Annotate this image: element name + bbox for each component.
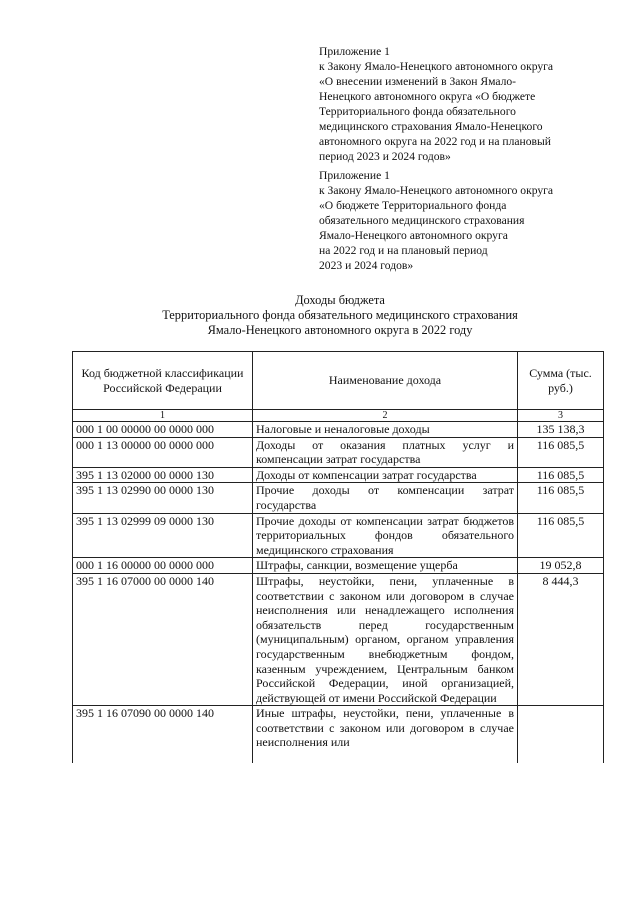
row-name: Штрафы, неустойки, пени, уплаченные в соответствии с законом или договором в случае неисполнения или ненадлежащего исполнения обязательств перед государственным (муниципальным) органом, органом управления государственным внебюджетным фондом, казенным учреждением, Центральным банком Российской Федерации, иной организацией, действующей от имени Российской Федерации bbox=[253, 573, 518, 705]
appendix-1-line: к Закону Ямало-Ненецкого автономного округа bbox=[319, 60, 554, 73]
row-name: Прочие доходы от компенсации затрат государства bbox=[253, 483, 518, 513]
row-code: 000 1 16 00000 00 0000 000 bbox=[73, 558, 253, 574]
row-name: Штрафы, санкции, возмещение ущерба bbox=[253, 558, 518, 574]
column-number-row bbox=[73, 410, 604, 422]
appendix-2-line: Ямало-Ненецкого автономного округа bbox=[319, 229, 508, 242]
row-code: 395 1 13 02999 09 0000 130 bbox=[73, 513, 253, 558]
row-name: Прочие доходы от компенсации затрат бюджетов территориальных фондов обязательного медицинского страхования bbox=[253, 513, 518, 558]
row-code: 395 1 16 07090 00 0000 140 bbox=[73, 706, 253, 764]
table-row bbox=[73, 558, 604, 574]
title-line-3: Ямало-Ненецкого автономного округа в 2022 году bbox=[207, 323, 473, 337]
appendix-1-line: Приложение 1 bbox=[319, 45, 390, 58]
table-header-row bbox=[73, 352, 604, 410]
row-code: 395 1 13 02000 00 0000 130 bbox=[73, 467, 253, 483]
row-amount bbox=[518, 706, 604, 764]
appendix-2-line: на 2022 год и на плановый период bbox=[319, 244, 488, 257]
appendix-1-header bbox=[319, 44, 599, 164]
appendix-2-line: обязательного медицинского страхования bbox=[319, 214, 525, 227]
appendix-1-line: автономного округа на 2022 год и на плановый bbox=[319, 135, 552, 148]
table-row bbox=[73, 573, 604, 705]
income-table bbox=[72, 351, 604, 763]
column-number: 1 bbox=[73, 410, 253, 422]
appendix-1-line: «О внесении изменений в Закон Ямало- bbox=[319, 75, 517, 88]
appendix-1-line: Ненецкого автономного округа «О бюджете bbox=[319, 90, 536, 103]
header-name: Наименование дохода bbox=[253, 352, 518, 410]
table-row bbox=[73, 483, 604, 513]
header-amount: Сумма (тыс. руб.) bbox=[518, 352, 604, 410]
row-name: Иные штрафы, неустойки, пени, уплаченные в соответствии с законом или договором в случае неисполнения или bbox=[253, 706, 518, 764]
row-name: Доходы от компенсации затрат государства bbox=[253, 467, 518, 483]
appendix-2-header bbox=[319, 168, 599, 273]
row-amount: 116 085,5 bbox=[518, 437, 604, 467]
row-code: 000 1 13 00000 00 0000 000 bbox=[73, 437, 253, 467]
table-row bbox=[73, 513, 604, 558]
row-name: Налоговые и неналоговые доходы bbox=[253, 422, 518, 438]
appendix-2-line: 2023 и 2024 годов» bbox=[319, 259, 414, 272]
appendix-1-line: Территориального фонда обязательного bbox=[319, 105, 516, 118]
row-amount: 135 138,3 bbox=[518, 422, 604, 438]
appendix-2-line: «О бюджете Территориального фонда bbox=[319, 199, 507, 212]
title-line-2: Территориального фонда обязательного медицинского страхования bbox=[162, 308, 518, 322]
row-amount: 116 085,5 bbox=[518, 467, 604, 483]
title-line-1: Доходы бюджета bbox=[295, 293, 385, 307]
table-row bbox=[73, 437, 604, 467]
appendix-2-line: к Закону Ямало-Ненецкого автономного округа bbox=[319, 184, 554, 197]
table-row bbox=[73, 422, 604, 438]
row-amount: 116 085,5 bbox=[518, 483, 604, 513]
appendix-1-line: медицинского страхования Ямало-Ненецкого bbox=[319, 120, 543, 133]
row-code: 395 1 13 02990 00 0000 130 bbox=[73, 483, 253, 513]
row-amount: 8 444,3 bbox=[518, 573, 604, 705]
appendix-1-line: период 2023 и 2024 годов» bbox=[319, 150, 451, 163]
column-number: 3 bbox=[518, 410, 604, 422]
header-code: Код бюджетной классификации Российской Федерации bbox=[73, 352, 253, 410]
document-title bbox=[60, 293, 620, 338]
row-code: 395 1 16 07000 00 0000 140 bbox=[73, 573, 253, 705]
row-name: Доходы от оказания платных услуг и компенсации затрат государства bbox=[253, 437, 518, 467]
row-code: 000 1 00 00000 00 0000 000 bbox=[73, 422, 253, 438]
table-row bbox=[73, 467, 604, 483]
appendix-2-line: Приложение 1 bbox=[319, 169, 390, 182]
row-amount: 19 052,8 bbox=[518, 558, 604, 574]
column-number: 2 bbox=[253, 410, 518, 422]
row-amount: 116 085,5 bbox=[518, 513, 604, 558]
table-row bbox=[73, 706, 604, 764]
